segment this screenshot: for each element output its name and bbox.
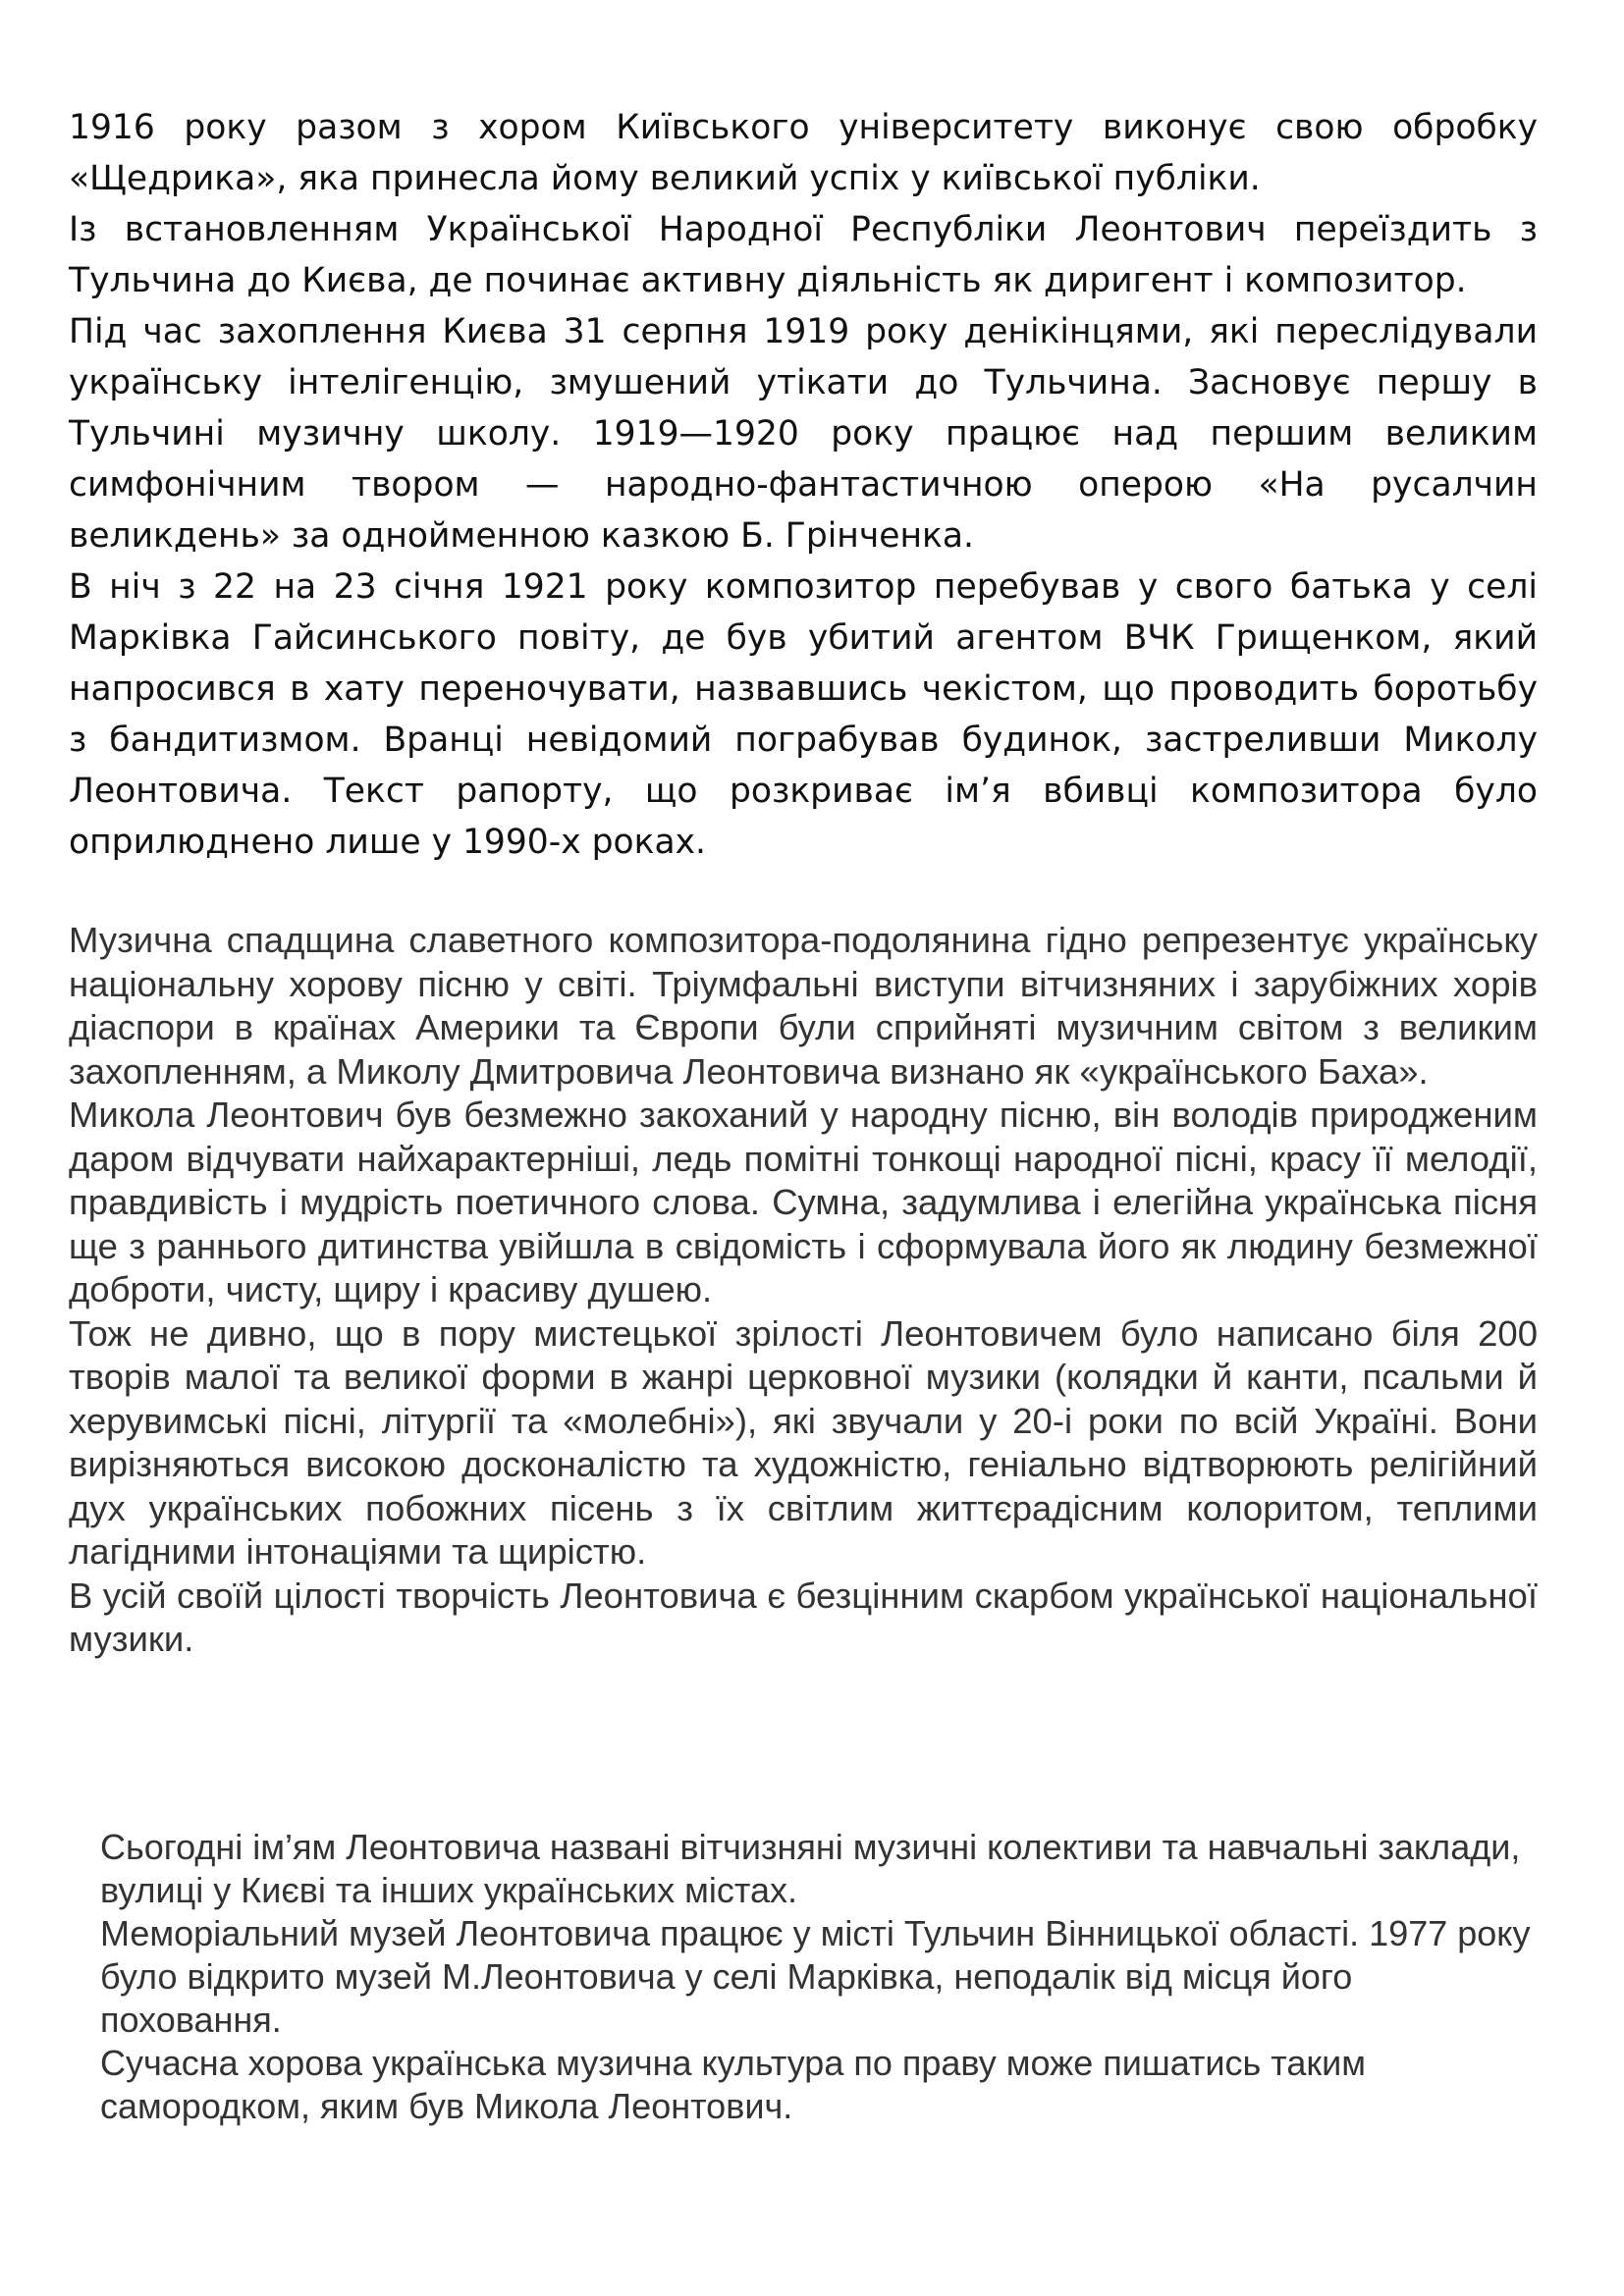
memory-section [100,1826,1538,2128]
paragraph-named-institutions: Сьогодні ім’ям Леонтовича названі вітчизняні музичні колективи та навчальні заклади, вулиці у Києві та інших українських містах. [100,1827,1521,1910]
paragraph-church-music: Тож не дивно, що в пору мистецької зрілості Леонтовичем було написано біля 200 творів малої та великої форми в жанрі церковної музики (колядки й канти, псальми й херувимські пісні, літургії та «молебні»), які звучали у 20-і роки по всій Україні. Вони вирізняються високою досконалістю та художністю, геніально відтворюють релігійний дух українських побожних пісень з їх світлим життєрадісним колоритом, теплими лагідними інтонаціями та щирістю. [69,1312,1538,1572]
legacy-section [69,919,1538,1662]
paragraph-unr-move: Із встановленням Української Народної Республіки Леонтович переїздить з Тульчина до Києва, де починає активну діяльність як диригент і композитор. [69,210,1538,300]
paragraph-folk-song-love: Микола Леонтович був безмежно закоханий у народну пісню, він володів природженим даром відчувати найхарактерніші, ледь помітні тонкощі народної пісні, красу її мелодії, правдивість і мудрість поетичного слова. Сумна, задумлива і елегійна українська пісня ще з раннього дитинства увійшла в свідомість і сформувала його як людину безмежної доброти, чисту, щиру і красиву душею. [69,1095,1538,1309]
paragraph-choral-culture: Сучасна хорова українська музична культура по праву може пишатись таким самородком, яким був Микола Леонтович. [100,2043,1367,2126]
biography-section [69,102,1538,868]
paragraph-treasure: В усій своїй цілості творчість Леонтовича є безцінним скарбом української національної музики. [69,1575,1538,1659]
paragraph-shchedryk: 1916 року разом з хором Київського університету виконує свою обробку «Щедрика», яка принесла йому великий успіх у київської публіки. [69,108,1538,198]
paragraph-musical-heritage: Музична спадщина славетного композитора-подолянина гідно репрезентує українську національну хорову пісню у світі. Тріумфальні виступи вітчизняних і зарубіжних хорів діаспори в країнах Америки та Європи були сприйняті музичним світом з великим захопленням, а Миколу Дмитровича Леонтовича визнано як «українського Баха». [69,920,1538,1092]
paragraph-tulchyn-school: Під час захоплення Києва 31 серпня 1919 року денікінцями, які переслідували українську інтелігенцію, змушений утікати до Тульчина. Засновує першу в Тульчині музичну школу. 1919—1920 року працює над першим великим симфонічним твором — народно-фантастичною оперою «На русалчин великдень» за однойменною казкою Б. Грінченка. [69,312,1538,556]
paragraph-memorial-museum: Меморіальний музей Леонтовича працює у місті Тульчин Вінницької області. 1977 року було відкрито музей М.Леонтовича у селі Марківка, неподалік від місця його поховання. [100,1913,1531,2040]
paragraph-death: В ніч з 22 на 23 січня 1921 року композитор перебував у свого батька у селі Марківка Гайсинського повіту, де був убитий агентом ВЧК Грищенком, який напросився в хату переночувати, назвавшись чекістом, що проводить боротьбу з бандитизмом. Вранці невідомий пограбував будинок, застреливши Миколу Леонтовича. Текст рапорту, що розкриває ім’я вбивці композитора було оприлюднено лише у 1990-х роках. [69,567,1538,862]
